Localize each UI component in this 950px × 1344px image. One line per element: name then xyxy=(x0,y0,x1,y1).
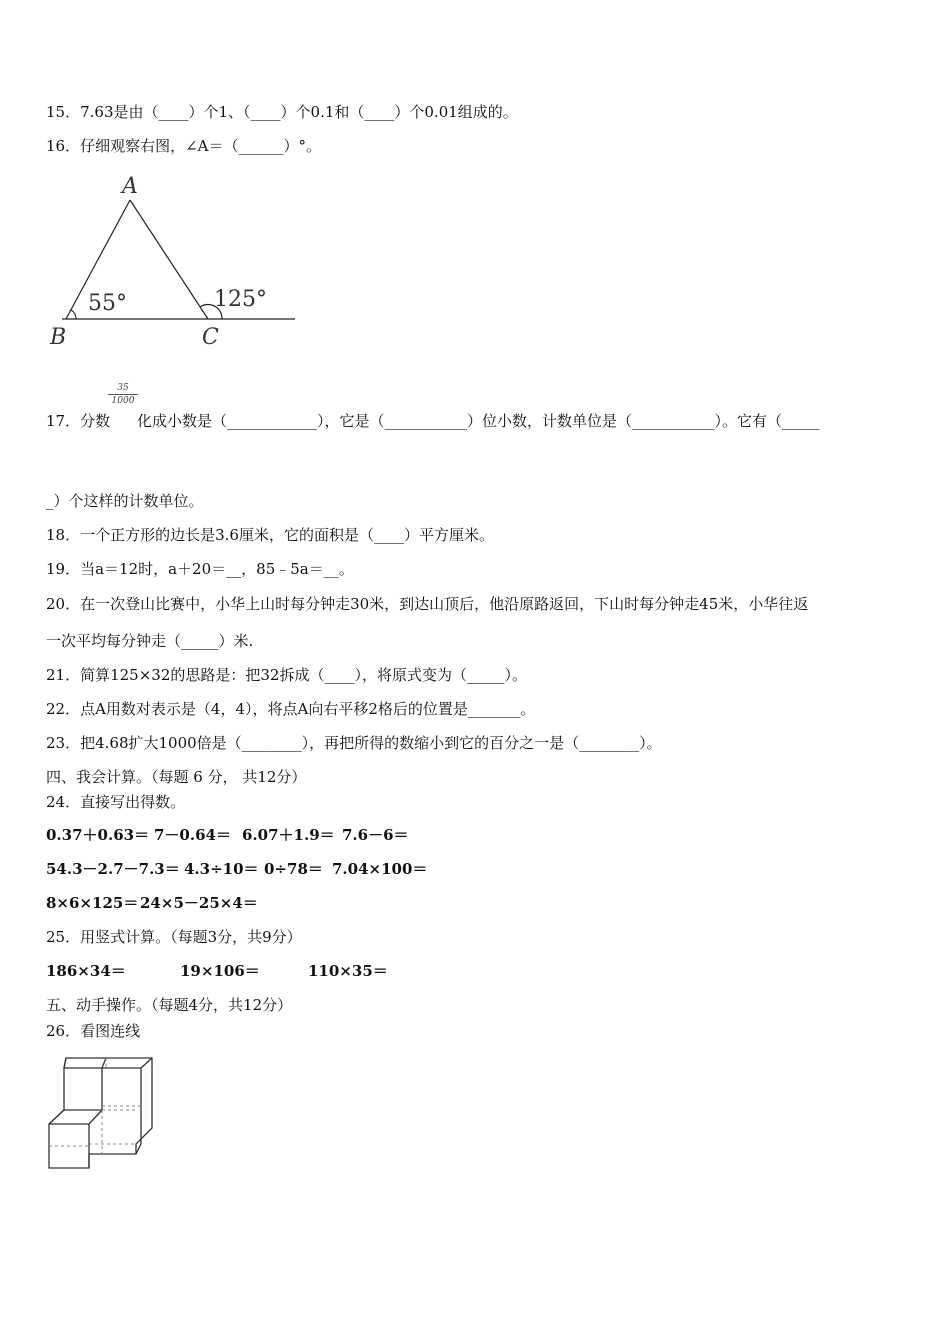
question-22: 22．点A用数对表示是（4，4），将点A向右平移2格后的位置是_______。 xyxy=(46,700,536,718)
vertical-calc-row xyxy=(46,961,388,981)
question-17-prefix: 17．分数 xyxy=(46,412,111,430)
calc-item: 6.07＋1.9＝ xyxy=(242,826,335,844)
question-24-title: 24．直接写出得数。 xyxy=(46,793,186,811)
calc-item: 0÷78＝ xyxy=(264,860,323,878)
section-5-heading: 五、动手操作。（每题4分，共12分） xyxy=(46,996,293,1014)
angle-b-arc xyxy=(71,310,76,319)
calc-item: 54.3－2.7－7.3＝ xyxy=(46,860,180,878)
fraction-numerator: 35 xyxy=(117,383,129,393)
vertical-calc-item: 110×35＝ xyxy=(308,962,388,980)
calc-row-1 xyxy=(46,825,409,845)
side-ac xyxy=(130,200,208,319)
calc-item: 7.04×100＝ xyxy=(332,860,428,878)
calc-item: 7－0.64＝ xyxy=(154,826,231,844)
fraction-denominator: 1000 xyxy=(111,396,135,406)
vertex-a-label: A xyxy=(122,174,138,199)
angle-b-label: 55° xyxy=(88,291,127,316)
section-4-heading: 四、我会计算。（每题 6 分， 共12分） xyxy=(46,768,307,786)
question-23: 23．把4.68扩大1000倍是（________），再把所得的数缩小到它的百分之一是（________）。 xyxy=(46,734,662,752)
question-20-line1: 20．在一次登山比赛中，小华上山时每分钟走30米，到达山顶后，他沿原路返回，下山时每分钟走45米，小华往返 xyxy=(46,595,809,613)
calc-item: 8×6×125＝ xyxy=(46,894,139,912)
vertical-calc-item: 186×34＝ xyxy=(46,962,126,980)
question-26: 26．看图连线 xyxy=(46,1022,141,1040)
question-20-line2: 一次平均每分钟走（_____）米. xyxy=(46,632,254,650)
vertex-b-label: B xyxy=(50,325,67,350)
cube-stack-figure xyxy=(44,1050,164,1175)
triangle-figure xyxy=(40,168,310,353)
calc-item: 24×5－25×4＝ xyxy=(140,894,258,912)
calc-row-3 xyxy=(46,893,258,913)
question-21: 21．简算125×32的思路是：把32拆成（____），将原式变为（_____）。 xyxy=(46,666,527,684)
calc-item: 0.37＋0.63＝ xyxy=(46,826,150,844)
calc-item: 7.6－6＝ xyxy=(342,826,409,844)
vertical-calc-item: 19×106＝ xyxy=(180,962,260,980)
question-17-line1: 化成小数是（____________），它是（___________）位小数，计数单位是（___________）。它有（_____ xyxy=(137,412,820,430)
fraction xyxy=(108,383,138,406)
calc-item: 4.3÷10＝ xyxy=(184,860,259,878)
question-18: 18．一个正方形的边长是3.6厘米，它的面积是（____）平方厘米。 xyxy=(46,526,494,544)
angle-c-label: 125° xyxy=(214,287,267,312)
question-19: 19．当a＝12时，a＋20＝__，85﹣5a＝__。 xyxy=(46,560,354,578)
calc-row-2 xyxy=(46,859,427,879)
question-25-title: 25．用竖式计算。（每题3分，共9分） xyxy=(46,928,302,946)
vertex-c-label: C xyxy=(202,325,219,350)
question-15: 15．7.63是由（____）个1、（____）个0.1和（____）个0.01组成的。 xyxy=(46,103,518,121)
fraction-bar xyxy=(108,394,138,395)
question-17-line2: _）个这样的计数单位。 xyxy=(46,492,204,510)
question-16: 16．仔细观察右图，∠A＝（______）°。 xyxy=(46,137,321,155)
